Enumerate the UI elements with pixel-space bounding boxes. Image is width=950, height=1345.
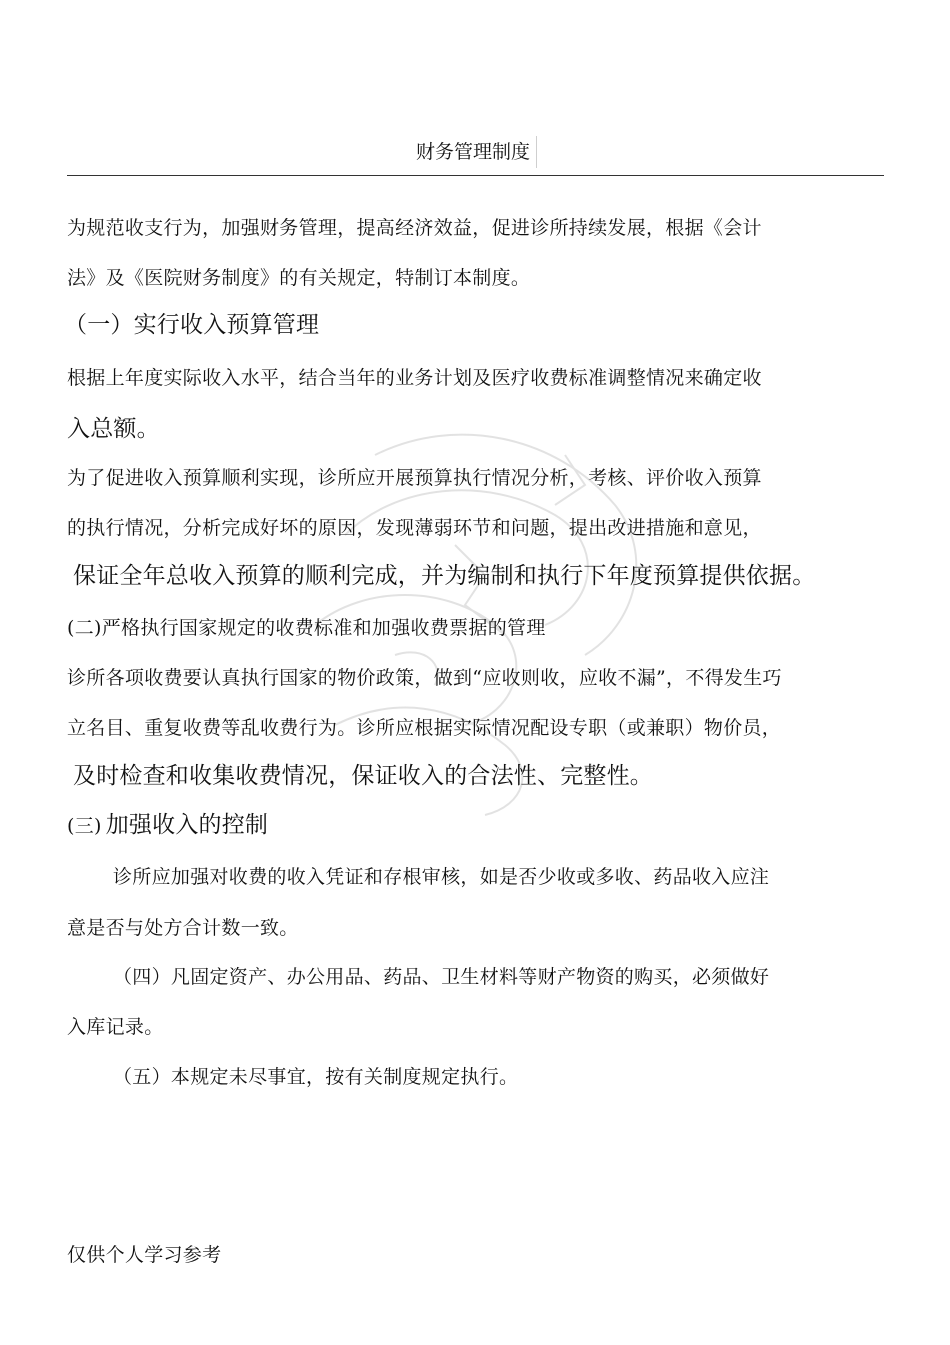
section-3-line-2: 意是否与处方合计数一致。 <box>67 917 299 939</box>
section-1-paragraph-2-line-2: 的执行情况，分析完成好坏的原因，发现薄弱环节和问题，提出改进措施和意见， <box>67 517 762 539</box>
intro-line-2: 法》及《医院财务制度》的有关规定，特制订本制度。 <box>67 267 531 289</box>
section-1-heading: （一）实行收入预算管理 <box>64 312 320 338</box>
section-1-paragraph-1-line-1: 根据上年度实际收入水平，结合当年的业务计划及医疗收费标准调整情况来确定收 <box>67 367 762 389</box>
section-2-heading: (二)严格执行国家规定的收费标准和加强收费票据的管理 <box>67 617 546 639</box>
section-3-line-1: 诊所应加强对收费的收入凭证和存根审核，如是否少收或多收、药品收入应注 <box>113 866 770 888</box>
section-1-paragraph-2-line-1: 为了促进收入预算顺利实现，诊所应开展预算执行情况分析，考核、评价收入预算 <box>67 467 762 489</box>
header-divider <box>67 175 884 176</box>
section-4-line-2: 入库记录。 <box>67 1016 164 1038</box>
section-5-line-1: （五）本规定未尽事宜，按有关制度规定执行。 <box>113 1066 519 1088</box>
section-4-line-1: （四）凡固定资产、办公用品、药品、卫生材料等财产物资的购买，必须做好 <box>113 966 770 988</box>
section-2-line-3: 及时检查和收集收费情况，保证收入的合法性、完整性。 <box>73 763 653 789</box>
footer-note: 仅供个人学习参考 <box>67 1244 222 1266</box>
section-2-line-1: 诊所各项收费要认真执行国家的物价政策，做到“应收则收，应收不漏”，不得发生巧 <box>67 667 782 689</box>
section-1-paragraph-1-line-2: 入总额。 <box>67 416 160 442</box>
section-3-heading-prefix: (三) <box>67 815 102 837</box>
section-1-paragraph-2-line-3: 保证全年总收入预算的顺利完成，并为编制和执行下年度预算提供依据。 <box>73 563 816 589</box>
section-2-line-2: 立名目、重复收费等乱收费行为。诊所应根据实际情况配设专职（或兼职）物价员， <box>67 717 782 739</box>
intro-line-1: 为规范收支行为，加强财务管理，提高经济效益，促进诊所持续发展，根据《会计 <box>67 217 762 239</box>
section-3-heading <box>67 806 268 839</box>
document-title: 财务管理制度 <box>410 136 537 168</box>
section-3-heading-text: 加强收入的控制 <box>105 812 269 838</box>
